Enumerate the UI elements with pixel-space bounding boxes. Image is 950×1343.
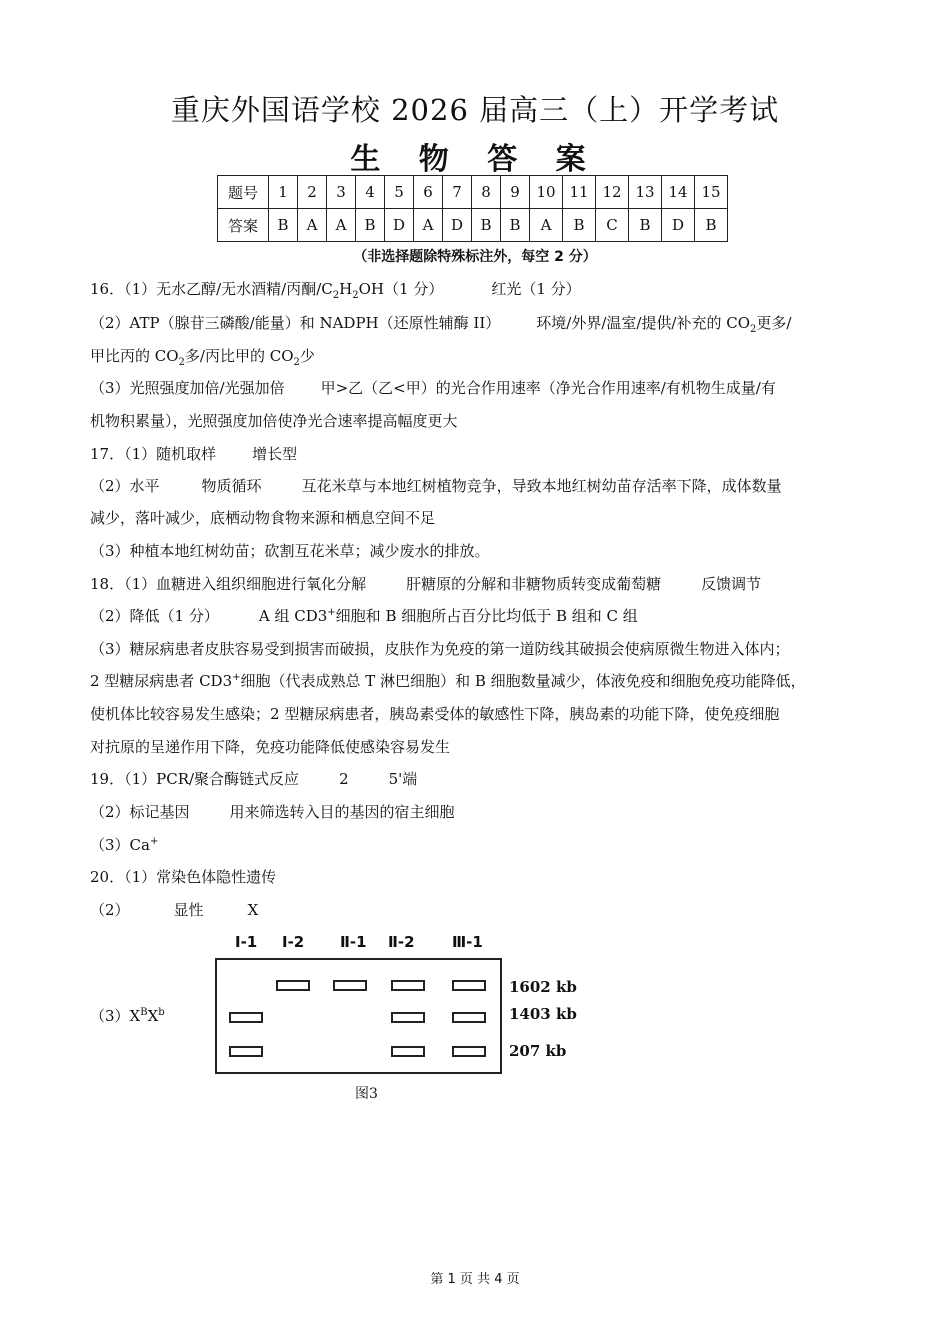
answer-table <box>217 175 728 242</box>
gel-band <box>452 1046 486 1057</box>
subscript: 2 <box>293 357 300 368</box>
subscript: 2 <box>750 324 757 335</box>
gel-band <box>391 980 425 991</box>
q18-answer-2c: 细胞和 B 细胞所占百分比均低于 B 组和 C 组 <box>335 607 638 625</box>
q16-line-4 <box>90 377 776 398</box>
cell-answer: B <box>269 209 298 242</box>
q19-line-3 <box>90 834 158 855</box>
gel-band <box>276 980 310 991</box>
cell-answer: B <box>356 209 385 242</box>
cell-answer: A <box>298 209 327 242</box>
q16-answer-4a: （3）光照强度加倍/光强加倍 <box>90 379 285 397</box>
lane-label-iii1: Ⅲ-1 <box>452 933 483 951</box>
q16-answer-3a: 甲比丙的 CO <box>90 347 179 365</box>
answer-table-answer-row <box>218 209 728 242</box>
gel-band <box>333 980 367 991</box>
q18-line-3: （3）糖尿病患者皮肤容易受到损害而破损，皮肤作为免疫的第一道防线其破损会使病原微生物进入体内； <box>90 640 790 658</box>
q18-answer-2a: （2）降低（1 分） <box>90 607 219 625</box>
lane-label-ii2: Ⅱ-2 <box>388 933 415 951</box>
q16-answer-2c: 更多/ <box>756 314 792 332</box>
cell-number: 12 <box>596 176 629 209</box>
cell-answer: B <box>472 209 501 242</box>
q16-answer-3b: 多/丙比甲的 CO <box>184 347 294 365</box>
cell-number: 5 <box>385 176 414 209</box>
lane-label-ii1: Ⅱ-1 <box>340 933 367 951</box>
size-label-1602: 1602 kb <box>509 978 577 996</box>
q16-answer-1c: OH（1 分） <box>358 280 444 298</box>
lane-label-i1: Ⅰ-1 <box>235 933 258 951</box>
lane-label-i2: Ⅰ-2 <box>282 933 305 951</box>
q17-answer-2a: （2）水平 <box>90 477 160 495</box>
q18-line-1 <box>90 573 761 594</box>
q18-line-5: 使机体比较容易发生感染；2 型糖尿病患者，胰岛素受体的敏感性下降，胰岛素的功能下降，使免疫细胞 <box>90 705 780 723</box>
cell-answer: D <box>443 209 472 242</box>
q19-answer-1c: 5'端 <box>388 770 418 788</box>
cell-number: 7 <box>443 176 472 209</box>
cell-number: 6 <box>414 176 443 209</box>
q18-line-4 <box>90 670 806 691</box>
q16-answer-1a: 16．（1）无水乙醇/无水酒精/丙酮/C <box>90 280 333 298</box>
q17-answer-1b: 增长型 <box>252 445 298 463</box>
q16-line-2 <box>90 312 791 335</box>
size-label-207: 207 kb <box>509 1042 567 1060</box>
page-subtitle: 生 物 答 案 <box>350 142 600 177</box>
superscript: b <box>158 1007 165 1018</box>
q16-answer-3c: 少 <box>299 347 315 365</box>
cell-answer: C <box>596 209 629 242</box>
cell-number: 4 <box>356 176 385 209</box>
q17-line-1 <box>90 443 297 464</box>
q17-line-2 <box>90 475 782 496</box>
q20-answer-3c: X <box>147 1007 159 1025</box>
cell-number: 9 <box>501 176 530 209</box>
subscript: 2 <box>352 290 359 301</box>
gel-band <box>229 1046 263 1057</box>
cell-number: 2 <box>298 176 327 209</box>
row-label-number: 题号 <box>218 176 269 209</box>
q16-line-1 <box>90 278 581 301</box>
q19-answer-2a: （2）标记基因 <box>90 803 190 821</box>
cell-number: 11 <box>563 176 596 209</box>
q16-line-5: 机物积累量），光照强度加倍使净光合速率提高幅度更大 <box>90 412 458 430</box>
q19-answer-1b: 2 <box>339 770 349 788</box>
q18-answer-1a: 18．（1）血糖进入组织细胞进行氧化分解 <box>90 575 367 593</box>
cell-number: 8 <box>472 176 501 209</box>
cell-number: 15 <box>695 176 728 209</box>
cell-number: 3 <box>327 176 356 209</box>
row-label-answer: 答案 <box>218 209 269 242</box>
q19-answer-2b: 用来筛选转入目的基因的宿主细胞 <box>229 803 455 821</box>
q19-line-1 <box>90 768 417 789</box>
figure-caption: 图3 <box>355 1086 378 1102</box>
gel-band <box>391 1012 425 1023</box>
page-title: 重庆外国语学校 2026 届高三（上）开学考试 <box>170 93 780 127</box>
q20-line-2 <box>90 899 258 920</box>
answer-table-number-row <box>218 176 728 209</box>
q18-answer-1b: 肝糖原的分解和非糖物质转变成葡萄糖 <box>406 575 662 593</box>
q18-answer-4b: 细胞（代表成熟总 T 淋巴细胞）和 B 细胞数量减少，体液免疫和细胞免疫功能降低， <box>240 672 806 690</box>
q16-answer-2a: （2）ATP（腺苷三磷酸/能量）和 NADPH（还原性辅酶 II） <box>90 314 501 332</box>
q19-answer-1a: 19．（1）PCR/聚合酶链式反应 <box>90 770 300 788</box>
q17-answer-1a: 17．（1）随机取样 <box>90 445 217 463</box>
cell-answer: B <box>501 209 530 242</box>
q18-answer-2b: A 组 CD3 <box>258 607 328 625</box>
q19-answer-3: （3）Ca <box>90 836 150 854</box>
q20-answer-2b: 显性 <box>173 901 204 919</box>
cell-number: 14 <box>662 176 695 209</box>
q20-line-1: 20．（1）常染色体隐性遗传 <box>90 868 277 886</box>
scoring-note: （非选择题除特殊标注外，每空 2 分） <box>353 249 597 265</box>
superscript: + <box>232 672 241 683</box>
q16-answer-1b: H <box>339 280 353 298</box>
q18-answer-4a: 2 型糖尿病患者 CD3 <box>90 672 233 690</box>
cell-answer: D <box>385 209 414 242</box>
q16-answer-2b: 环境/外界/温室/提供/补充的 CO <box>536 314 751 332</box>
q20-answer-3a: （3）X <box>90 1007 141 1025</box>
gel-band <box>452 980 486 991</box>
subscript: 2 <box>178 357 185 368</box>
subscript: 2 <box>332 290 340 301</box>
gel-band <box>452 1012 486 1023</box>
cell-number: 13 <box>629 176 662 209</box>
q16-answer-4b: 甲>乙（乙<甲）的光合作用速率（净光合作用速率/有机物生成量/有 <box>320 379 776 397</box>
q18-line-2 <box>90 605 638 626</box>
cell-answer: A <box>530 209 563 242</box>
gel-band <box>391 1046 425 1057</box>
superscript: B <box>140 1007 148 1018</box>
superscript: + <box>327 607 336 618</box>
cell-answer: B <box>695 209 728 242</box>
q20-answer-2a: （2） <box>90 901 130 919</box>
size-label-1403: 1403 kb <box>509 1005 577 1023</box>
cell-answer: A <box>327 209 356 242</box>
q17-answer-2c: 互花米草与本地红树植物竞争，导致本地红树幼苗存活率下降，成体数量 <box>301 477 782 495</box>
q18-line-6: 对抗原的呈递作用下降，免疫功能降低使感染容易发生 <box>90 738 451 756</box>
gel-band <box>229 1012 263 1023</box>
q16-answer-1d: 红光（1 分） <box>491 280 581 298</box>
q20-answer-2c: X <box>247 901 259 919</box>
page-footer: 第 1 页 共 4 页 <box>430 1272 520 1287</box>
q17-answer-2b: 物质循环 <box>201 477 262 495</box>
q17-line-4: （3）种植本地红树幼苗；砍割互花米草；减少废水的排放。 <box>90 542 490 560</box>
cell-answer: B <box>563 209 596 242</box>
q16-line-3 <box>90 345 315 368</box>
q19-line-2 <box>90 801 455 822</box>
cell-answer: B <box>629 209 662 242</box>
cell-answer: D <box>662 209 695 242</box>
q18-answer-1c: 反馈调节 <box>701 575 762 593</box>
q20-line-3 <box>90 1005 165 1026</box>
cell-number: 1 <box>269 176 298 209</box>
q17-line-3: 减少，落叶减少，底栖动物食物来源和栖息空间不足 <box>90 509 436 527</box>
superscript: + <box>149 836 159 847</box>
cell-answer: A <box>414 209 443 242</box>
cell-number: 10 <box>530 176 563 209</box>
